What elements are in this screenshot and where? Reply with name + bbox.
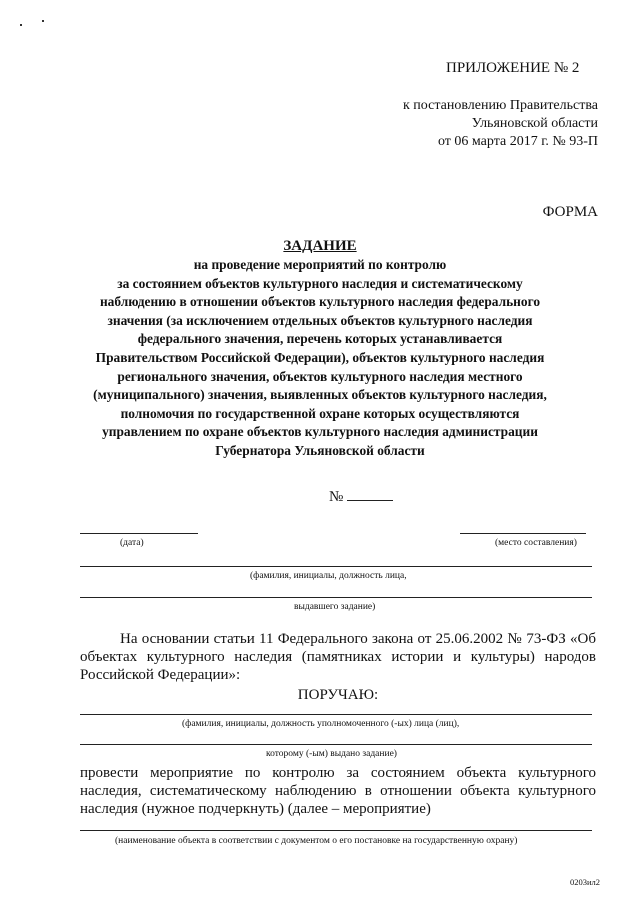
issuer-line-1[interactable] [80,566,592,567]
subtitle-line: на проведение мероприятий по контролю [193,257,447,272]
number-blank[interactable] [347,486,393,501]
subtitle-line: Губернатора Ульяновской области [215,442,425,458]
order-word: ПОРУЧАЮ: [297,687,379,703]
subtitle-line: (муниципального) значения, выявленных объектов культурного наследия, [93,387,547,403]
date-line[interactable] [80,533,198,534]
issuer-line-2[interactable] [80,597,592,598]
form-label: ФОРМА [542,204,598,220]
assignee-caption-2: которому (-ым) выдано задание) [266,749,397,759]
assignee-caption-1: (фамилия, инициалы, должность уполномоченного (-ых) лица (лиц), [182,719,460,729]
issuer-caption-2: выдавшего задание) [294,602,376,612]
footer-code: 0203ил2 [569,877,600,887]
subtitle-line: значения (за исключением отдельных объектов культурного наследия [107,312,533,328]
subtitle-line: полномочия по государственной охране которых осуществляются [120,405,520,421]
appendix-number: ПРИЛОЖЕНИЕ № 2 [446,60,580,76]
subtitle-line: управлением по охране объектов культурного наследия администрации [102,424,538,440]
basis-paragraph: На основании статьи 11 Федерального закона от 25.06.2002 № 73-ФЗ «Об объектах культурного наследия (памятниках истории и культуры) народов Российской Федерации»: [80,631,596,683]
subtitle-line: наблюдению в отношении объектов культурного наследия федерального [99,294,541,310]
resolution-line-2: Ульяновской области [471,116,598,131]
object-caption: (наименование объекта в соответствии с документом о его постановке на государственную охрану) [115,836,518,846]
assignee-line-1[interactable] [80,714,592,715]
subtitle-line: федерального значения, перечень которых устанавливается [137,331,503,347]
assignee-line-2[interactable] [80,744,592,745]
place-line[interactable] [460,533,586,534]
task-paragraph: провести мероприятие по контролю за состоянием объекта культурного наследия, систематическому наблюдению в отношении объекта культурного наследия (нужное подчеркнуть) (далее – мероприятие) [80,765,596,817]
place-caption: (место составления) [495,538,577,548]
date-caption: (дата) [120,538,144,548]
subtitle-line: за состоянием объектов культурного наследия и систематическому [117,275,523,291]
subtitle-line: регионального значения, объектов культурного наследия местного [117,368,523,384]
subtitle-line: Правительством Российской Федерации), объектов культурного наследия [95,349,545,365]
task-number [329,486,393,506]
document-subtitle [80,256,560,461]
document-title: ЗАДАНИЕ [283,238,357,254]
resolution-line-1: к постановлению Правительства [402,98,598,113]
issuer-caption-1: (фамилия, инициалы, должность лица, [250,571,407,581]
resolution-line-3: от 06 марта 2017 г. № 93-П [437,134,598,149]
number-sign: № [329,489,344,505]
object-line[interactable] [80,830,592,831]
